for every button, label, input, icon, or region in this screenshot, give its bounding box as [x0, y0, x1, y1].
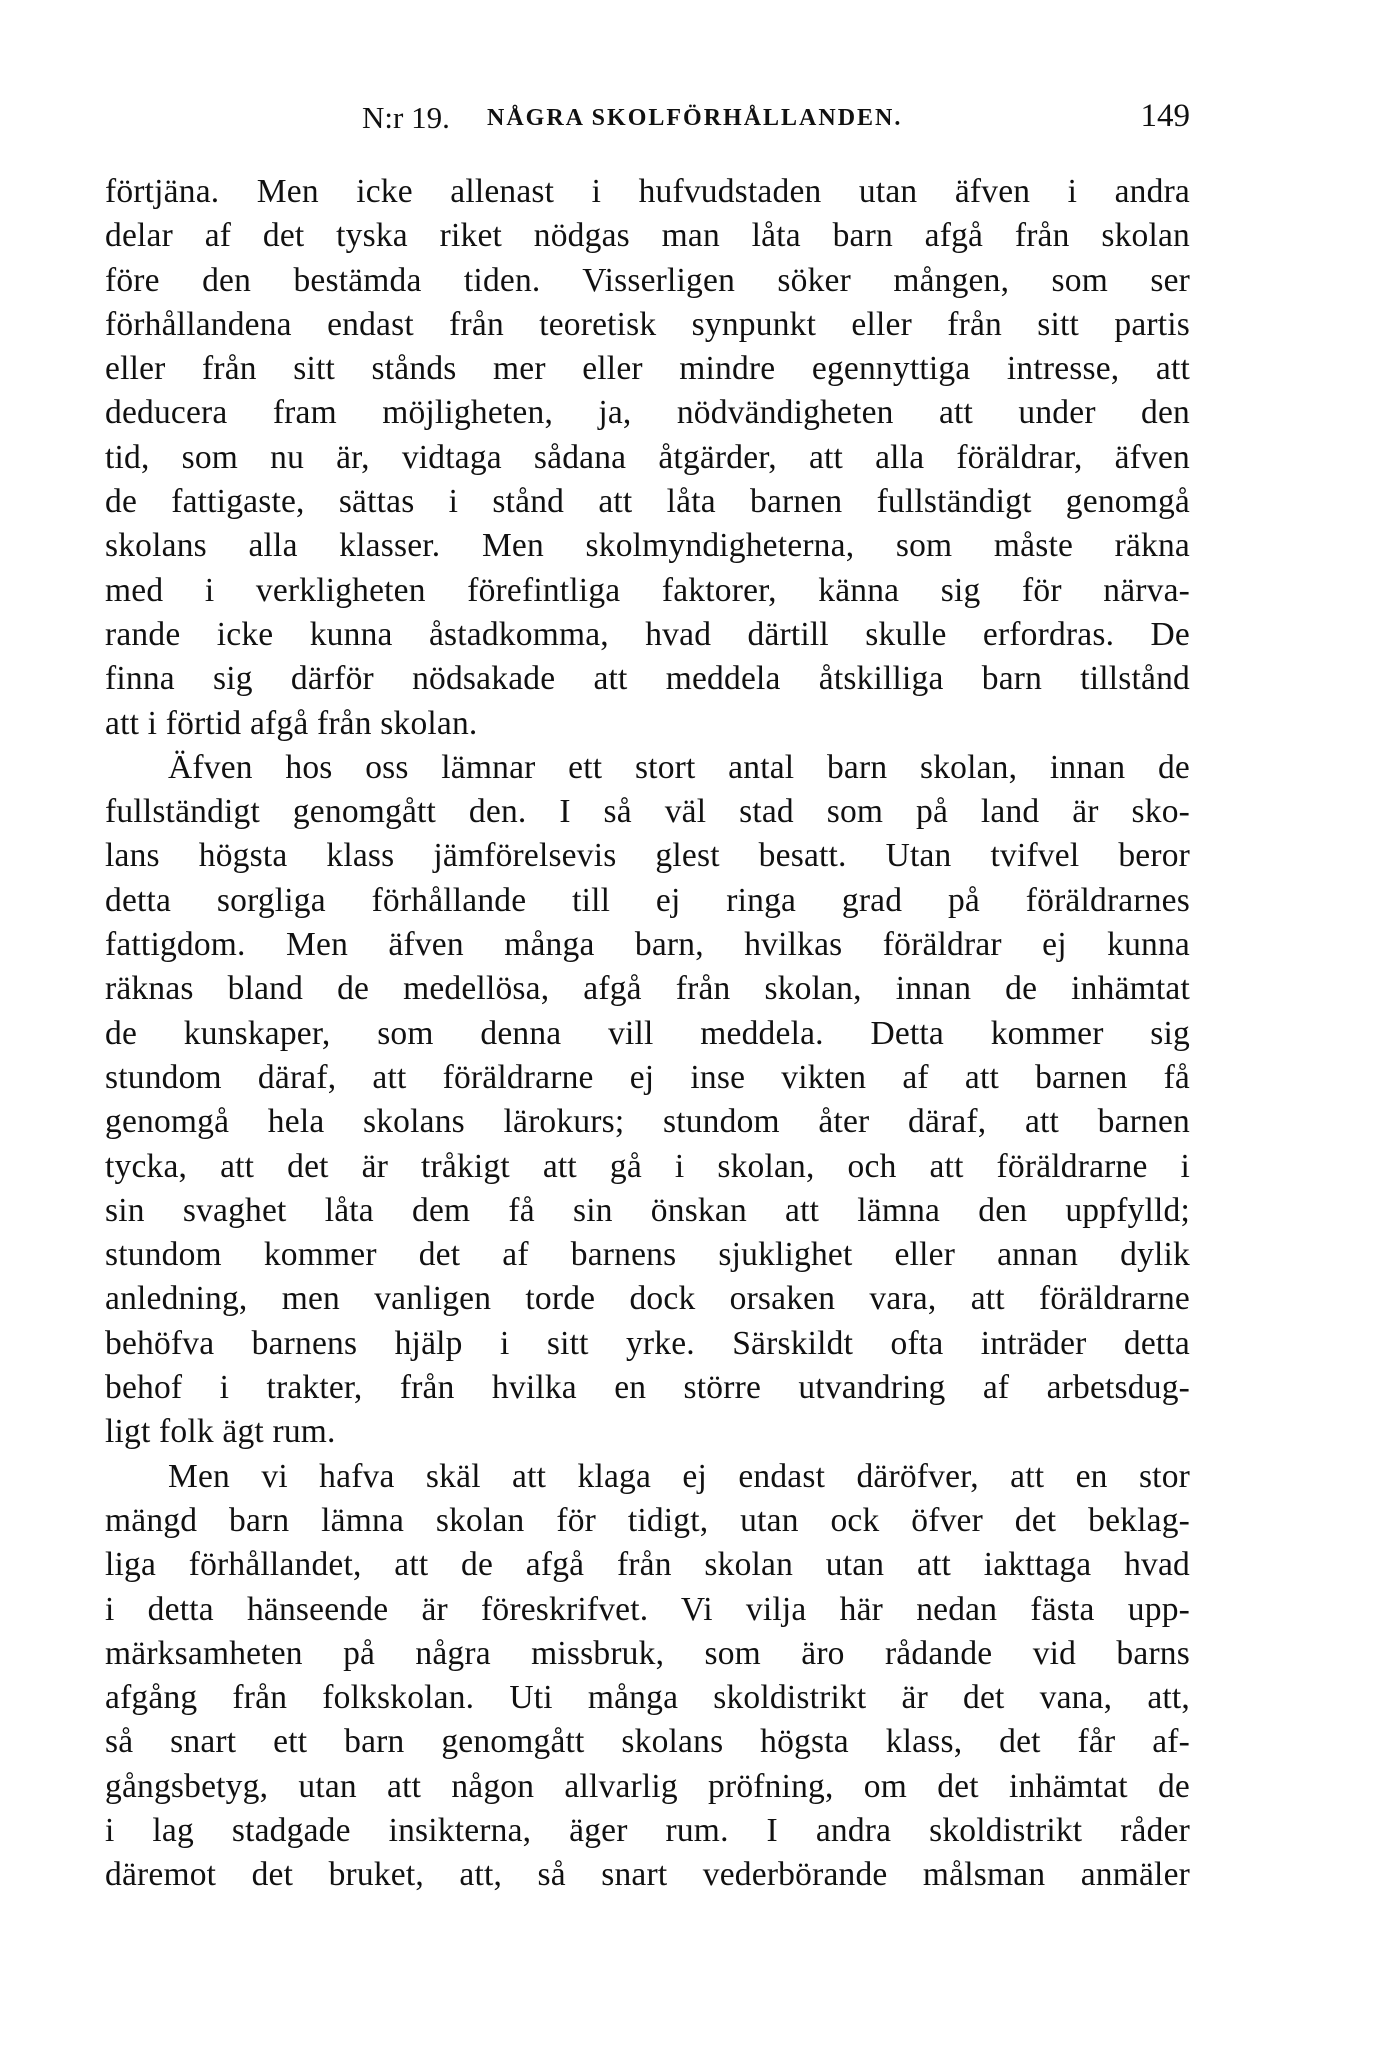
text-line: skolans alla klasser. Men skolmyndigheterna, som måste räkna — [105, 527, 1190, 565]
running-header — [105, 100, 1190, 148]
text-line: i lag stadgade insikterna, äger rum. I andra skoldistrikt råder — [105, 1811, 1190, 1849]
text-line: liga förhållandet, att de afgå från skolan utan att iakttaga hvad — [105, 1546, 1190, 1584]
text-line: deducera fram möjligheten, ja, nödvändigheten att under den — [105, 394, 1190, 432]
text-line: ligt folk ägt rum. — [105, 1413, 336, 1451]
text-line: genomgå hela skolans lärokurs; stundom åter däraf, att barnen — [105, 1103, 1190, 1141]
text-line: behöfva barnens hjälp i sitt yrke. Särskildt ofta inträder detta — [105, 1324, 1190, 1362]
text-line: förhållandena endast från teoretisk synpunkt eller från sitt partis — [105, 305, 1190, 343]
text-line: förtjäna. Men icke allenast i hufvudstaden utan äfven i andra — [105, 173, 1190, 210]
text-line: räknas bland de medellösa, afgå från skolan, innan de inhämtat — [105, 970, 1190, 1008]
running-title: NÅGRA SKOLFÖRHÅLLANDEN. — [487, 105, 903, 131]
text-line: märksamheten på några missbruk, som äro rådande vid barns — [105, 1634, 1190, 1672]
text-line: rande icke kunna åstadkomma, hvad därtill skulle erfordras. De — [105, 615, 1190, 653]
text-line: finna sig därför nödsakade att meddela åtskilliga barn tillstånd — [105, 660, 1190, 698]
text-line: sin svaghet låta dem få sin önskan att lämna den uppfylld; — [105, 1191, 1190, 1229]
text-line: Äfven hos oss lämnar ett stort antal barn skolan, innan de — [168, 748, 1190, 786]
text-line: detta sorgliga förhållande till ej ringa grad på föräldrarnes — [105, 881, 1190, 919]
text-line: delar af det tyska riket nödgas man låta barn afgå från skolan — [105, 217, 1190, 255]
text-line: gångsbetyg, utan att någon allvarlig pröfning, om det inhämtat de — [105, 1767, 1190, 1805]
text-line: tycka, att det är tråkigt att gå i skolan, och att föräldrarne i — [105, 1147, 1190, 1185]
text-line: lans högsta klass jämförelsevis glest besatt. Utan tvifvel beror — [105, 837, 1190, 875]
issue-number: N:r 19. — [362, 100, 450, 135]
text-line: eller från sitt stånds mer eller mindre egennyttiga intresse, att — [105, 350, 1190, 388]
book-page — [105, 100, 1190, 1898]
text-line: att i förtid afgå från skolan. — [105, 704, 478, 742]
text-line: fattigdom. Men äfven många barn, hvilkas föräldrar ej kunna — [105, 926, 1190, 964]
text-line: däremot det bruket, att, så snart vederbörande målsman anmäler — [105, 1856, 1190, 1894]
text-line: så snart ett barn genomgått skolans högsta klass, det får af- — [105, 1723, 1190, 1761]
text-line: behof i trakter, från hvilka en större utvandring af arbetsdug- — [105, 1369, 1190, 1407]
text-line: stundom kommer det af barnens sjuklighet eller annan dylik — [105, 1236, 1190, 1274]
text-line: afgång från folkskolan. Uti många skoldistrikt är det vana, att, — [105, 1679, 1190, 1717]
text-line: anledning, men vanligen torde dock orsaken vara, att föräldrarne — [105, 1280, 1190, 1318]
text-line: de kunskaper, som denna vill meddela. Detta kommer sig — [105, 1014, 1190, 1052]
text-line: de fattigaste, sättas i stånd att låta barnen fullständigt genomgå — [105, 483, 1190, 521]
text-line: fullständigt genomgått den. I så väl stad som på land är sko- — [105, 793, 1190, 831]
page-number: 149 — [1140, 98, 1190, 134]
text-line: tid, som nu är, vidtaga sådana åtgärder, att alla föräldrar, äfven — [105, 438, 1190, 476]
text-line: före den bestämda tiden. Visserligen söker mången, som ser — [105, 261, 1190, 299]
text-line: stundom däraf, att föräldrarne ej inse vikten af att barnen få — [105, 1058, 1190, 1096]
body-text — [105, 170, 1190, 1898]
text-line: Men vi hafva skäl att klaga ej endast däröfver, att en stor — [168, 1457, 1190, 1495]
text-line: med i verkligheten förefintliga faktorer, känna sig för närva- — [105, 571, 1190, 609]
text-line: mängd barn lämna skolan för tidigt, utan ock öfver det beklag- — [105, 1501, 1190, 1539]
text-line: i detta hänseende är föreskrifvet. Vi vilja här nedan fästa upp- — [105, 1590, 1190, 1628]
